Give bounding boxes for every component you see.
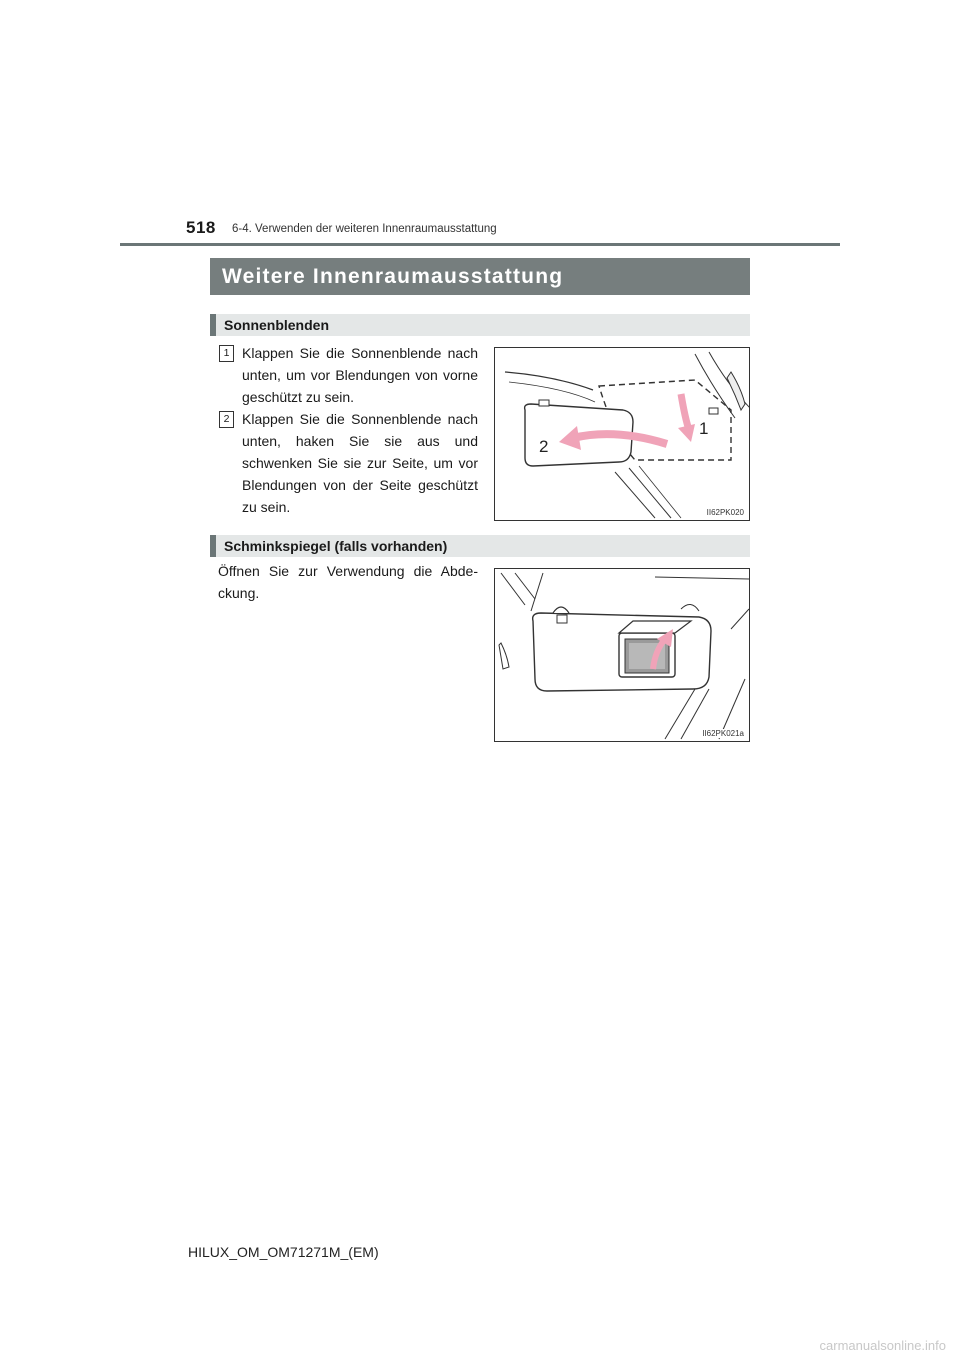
- figure-code: II62PK021a: [702, 729, 744, 738]
- vanity-mirror-text: Öffnen Sie zur Verwendung die Abde-ckung.: [218, 563, 478, 601]
- figure-callout-2: 2: [539, 437, 549, 456]
- step-text-1: Klappen Sie die Sonnenblende nach unten, um vor Blendungen von vorne geschützt zu sein.: [242, 345, 478, 405]
- chapter-title: 6-4. Verwenden der weiteren Innenraumausstattung: [232, 223, 497, 235]
- step-number-2: 2: [219, 411, 234, 428]
- vanity-mirror-drawing: [495, 569, 750, 742]
- footer-doc-code: HILUX_OM_OM71271M_(EM): [188, 1244, 379, 1260]
- watermark: carmanualsonline.info: [819, 1338, 946, 1353]
- subheading-sun-visors: Sonnenblenden: [210, 314, 750, 336]
- header-rule: [120, 243, 840, 246]
- sun-visor-drawing: [495, 348, 750, 521]
- figure-code: II62PK020: [706, 508, 744, 517]
- figure-callout-1: 1: [699, 419, 709, 438]
- section-title: Weitere Innenraumausstattung: [210, 258, 750, 295]
- sun-visor-illustration: [494, 347, 750, 521]
- step-number-1: 1: [219, 345, 234, 362]
- vanity-mirror-illustration: [494, 568, 750, 742]
- step-text-2: Klappen Sie die Sonnenblende nach unten, haken Sie sie aus und schwenken Sie sie zur Seite, um vor Blendungen von der Seite geschützt zu sein.: [242, 411, 478, 515]
- page-number: 518: [186, 218, 216, 237]
- subheading-vanity-mirror: Schminkspiegel (falls vorhanden): [210, 535, 750, 557]
